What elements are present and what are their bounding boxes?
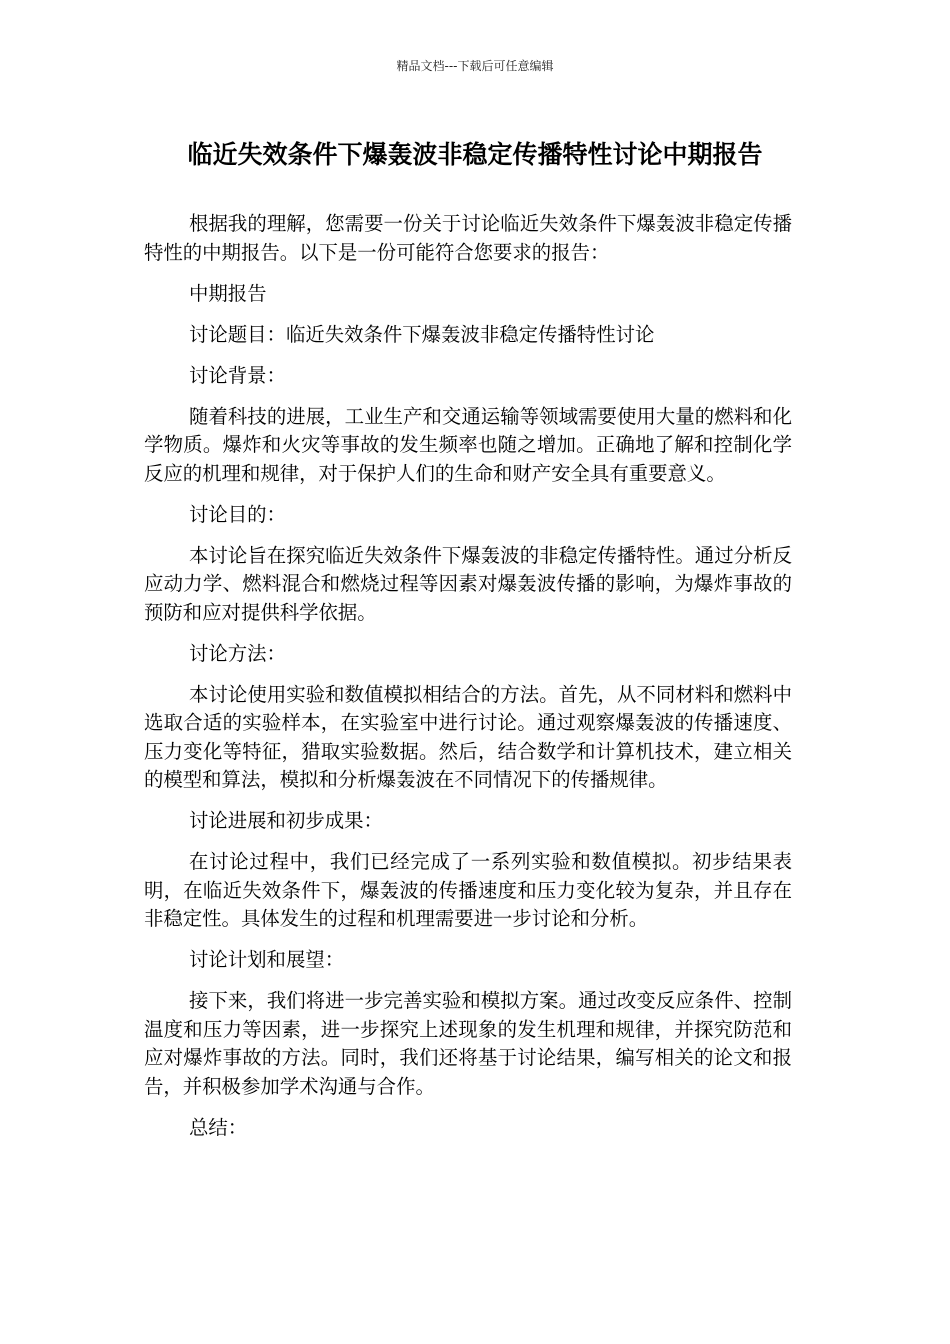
document-title: 临近失效条件下爆轰波非稳定传播特性讨论中期报告 (187, 140, 763, 169)
section-heading-plan: 讨论计划和展望： (189, 948, 345, 971)
section-heading-purpose: 讨论目的： (189, 502, 286, 526)
paragraph-purpose: 本讨论旨在探究临近失效条件下爆轰波的非稳定传播特性。通过分析反应动力学、燃料混合和燃烧过程等因素对爆轰波传播的影响，为爆炸事故的预防和应对提供科学依据。 (144, 543, 792, 624)
section-heading-summary: 总结： (189, 1115, 248, 1139)
document-body (144, 210, 792, 1155)
paragraph-plan: 接下来，我们将进一步完善实验和模拟方案。通过改变反应条件、控制温度和压力等因素，进一步探究上述现象的发生机理和规律，并探究防范和应对爆炸事故的方法。同时，我们还将基于讨论结果，编写相关的论文和报告，并积极参加学术沟通与合作。 (144, 989, 792, 1098)
section-heading-method: 讨论方法： (189, 641, 286, 665)
section-heading-progress: 讨论进展和初步成果： (189, 809, 383, 832)
paragraph-intro: 根据我的理解，您需要一份关于讨论临近失效条件下爆轰波非稳定传播特性的中期报告。以下是一份可能符合您要求的报告： (144, 212, 792, 264)
header-note: 精品文档---下载后可任意编辑 (396, 59, 554, 73)
section-heading-background: 讨论背景： (189, 363, 286, 387)
paragraph-method: 本讨论使用实验和数值模拟相结合的方法。首先，从不同材料和燃料中选取合适的实验样本，在实验室中进行讨论。通过观察爆轰波的传播速度、压力变化等特征，猎取实验数据。然后，结合数学和计算机技术，建立相关的模型和算法，模拟和分析爆轰波在不同情况下的传播规律。 (144, 682, 792, 791)
paragraph-progress: 在讨论过程中，我们已经完成了一系列实验和数值模拟。初步结果表明，在临近失效条件下，爆轰波的传播速度和压力变化较为复杂，并且存在非稳定性。具体发生的过程和机理需要进一步讨论和分析。 (144, 850, 792, 930)
paragraph-topic: 讨论题目：临近失效条件下爆轰波非稳定传播特性讨论 (189, 322, 655, 346)
paragraph-background: 随着科技的进展，工业生产和交通运输等领域需要使用大量的燃料和化学物质。爆炸和火灾等事故的发生频率也随之增加。正确地了解和控制化学反应的机理和规律，对于保护人们的生命和财产安全具有重要意义。 (144, 404, 792, 485)
paragraph-report-label: 中期报告 (189, 281, 267, 305)
